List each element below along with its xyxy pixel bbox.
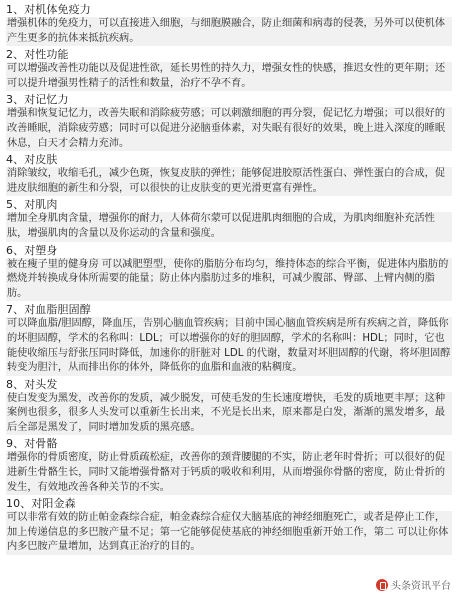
section: [6, 2, 452, 46]
section: [6, 496, 452, 555]
section: [6, 377, 452, 436]
section-heading: 7、对血脂胆固醇: [6, 303, 91, 317]
section-body: 增强和恢复记忆力，改善失眠和消除疲劳感；可以刺激细胞的再分裂，促记忆力增强；可以很好的改善睡眠，消除疲劳感；同时可以促进分泌脑垂体素，对失眠有很好的效果，晚上进入深度的睡眠休息，白天才会精力充沛。: [6, 107, 452, 151]
section-heading: 4、对皮肤: [6, 153, 58, 167]
section-body: 使白发变为黑发，改善你的发质，减少脱发，可使毛发的生长速度增快，毛发的质地更丰厚；这种案例也很多，很多人头发可以重新生长出来，不光是长出来，原来都是白发，渐渐的黑发增多，最后全部是黑发了，同时增加发质的黑亮感。: [6, 392, 452, 436]
section-heading: 2、对性功能: [6, 48, 69, 62]
section-heading: 6、对塑身: [6, 243, 58, 257]
section-body: 增强你的骨质密度，防止骨质疏松症，改善你的颈背腰腿的不实，防止老年时骨折；可以很好的促进新生骨骼生长，同时又能增强骨骼对于钙质的吸收和利用，从而增强你骨骼的密度，防止骨折的发生，有效地改善各种关节的不实。: [6, 451, 452, 495]
section: [6, 436, 452, 495]
section-body: 可以非常有效的防止帕金森综合症，帕金森综合症仅大脑基底的神经细胞死亡，或者是停止工作，加上传递信息的多巴胺产量不足；第一它能够促使基底的神经细胞重新开始工作，第二 可以让你体内多巴胺产量增加，达到真正治疗的目的。: [6, 511, 452, 555]
section-body: 可以增强改善性功能以及促进性欲，延长男性的持久力，增强女性的快感，推迟女性的更年期；还可以提升增强男性精子的活性和数量，治疗不孕不育。: [6, 62, 452, 91]
section-heading: 8、对头发: [6, 377, 58, 391]
section-body: 增加全身肌肉含量，增强你的耐力，人体荷尔蒙可以促进肌肉细胞的合成，为肌肉细胞补充活性肽，增强肌肉的含量以及你运动的含量和强度。: [6, 212, 452, 241]
section-heading: 10、对阳金森: [6, 497, 76, 511]
watermark: [373, 576, 454, 593]
section-heading: 9、对骨骼: [6, 437, 58, 451]
section-body: 消除皱纹，收缩毛孔，减少色斑，恢复皮肤的弹性；能够促进胶原活性蛋白、弹性蛋白的合成，促进皮肤细胞的新生和分裂，可以很快的让皮肤变的更光滑更富有弹性。: [6, 167, 452, 196]
section: [6, 197, 452, 241]
section-body: 可以降血脂/胆固醇，降血压，告别心脑血管疾病；目前中国心脑血管疾病是所有疾病之首，降低你的坏胆固醇，学术的名称叫：LDL；可以增强你的好的胆固醇，学术的名称叫：HDL；同时，它也能使收缩压与舒张压同时降低，加速你的肝脏对 LDL 的代谢，数量对坏胆固醇的代谢，将坏胆固醇转变为胆汁，从而排出你的体外，降低你的血脂和血液的粘稠度。: [6, 317, 452, 375]
section-body: 增强机体的免疫力，可以直接进入细胞，与细胞膜融合，防止细菌和病毒的侵袭，另外可以使机体产生更多的抗体来抵抗疾病。: [6, 17, 452, 46]
section-heading: 3、对记忆力: [6, 93, 69, 107]
section: [6, 92, 452, 151]
section: [6, 47, 452, 91]
watermark-text: 头条资讯平台: [391, 581, 451, 592]
section-body: 被在瘦子里的健身房 可以减肥塑型，使你的脂肪分布均匀，维持体态的综合平衡，促进体内脂肪的燃烧并转换成身体所需要的能量；防止体内脂肪过多的堆积，可减少腹部、臀部、上臂内侧的脂肪。: [6, 258, 452, 302]
section-heading: 5、对肌肉: [6, 198, 58, 212]
section: [6, 152, 452, 196]
section-heading: 1、对机体免疫力: [6, 3, 91, 16]
section: [6, 302, 452, 375]
section: [6, 243, 452, 302]
toutiao-logo-icon: [376, 579, 388, 591]
